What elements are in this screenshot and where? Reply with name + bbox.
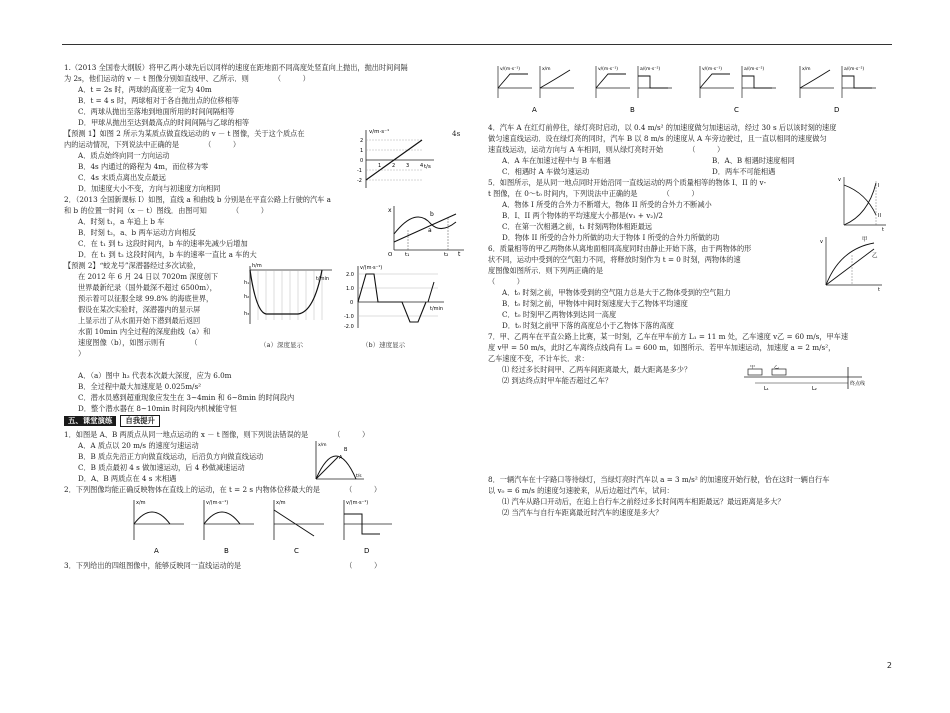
q1-option-c: C．两球从抛出至落地到地面所用的时间间隔相等 xyxy=(78,107,235,116)
question-1 xyxy=(64,62,464,128)
svg-text:h₁: h₁ xyxy=(244,280,250,286)
q2-option-c: C．在 t₁ 到 t₂ 这段时间内，b 车的速率先减少后增加 xyxy=(78,239,248,248)
q6-axis-t: t xyxy=(878,287,880,291)
pred1-tick-y-neg2: -2 xyxy=(357,178,362,184)
s2-b-label: B xyxy=(224,547,229,555)
q1-option-b: B．t = 4 s 时，两球相对于各自抛出点的位移相等 xyxy=(78,96,239,105)
q5-option-d: D．物体 II 所受的合外力所做的功大于物体 I 所受的合外力所做的功 xyxy=(502,233,720,242)
svg-text:1.0: 1.0 xyxy=(346,286,354,292)
q1-line-1: 1.（2013 全国卷大纲版）将甲乙两小球先后以同样的速度在距地面不同高度处竖直向上抛出，抛出时间间隔 xyxy=(64,63,408,72)
question-2 xyxy=(64,194,464,260)
pred2-a-ylabel: h/m xyxy=(252,263,262,269)
q8-sub-1: ⑴ 汽车从路口开动后，在追上自行车之前经过多长时间两车相距最远？最远距离是多大？ xyxy=(502,497,785,506)
pred1-line-1: 【预测 1】如图 2 所示为某质点做直线运动的 v － t 图像，关于这个质点在 xyxy=(64,129,305,138)
q4-options-row-2 xyxy=(488,166,888,177)
q5-line-2: t 图像，在 0～t₀ 时间内，下列说法中正确的是 （ ） xyxy=(488,189,699,198)
s2-graph-a xyxy=(134,500,184,555)
svg-text:2.0: 2.0 xyxy=(346,272,354,278)
pred1-option-c: C．4s 末质点离出发点最远 xyxy=(78,173,166,182)
svg-text:h₃: h₃ xyxy=(244,311,250,317)
pred2-line-9: ） xyxy=(78,349,86,358)
top-graph-b xyxy=(596,66,672,114)
pred2-line-1: 【预测 2】“蛟龙号”深潜器经过多次试验， xyxy=(64,261,201,270)
q5-line-1: 5．如图所示，是从同一地点同时开始沿同一直线运动的两个质量相等的物体 I、II 的 v- xyxy=(488,178,766,187)
s1-option-b: B．B 质点先沿正方向做直线运动，后沿负方向做直线运动 xyxy=(78,452,264,461)
q7-label-finish: 终点线 xyxy=(850,381,866,387)
top-graph-a xyxy=(498,66,574,114)
q6-line-1: 6．质量相等的甲乙两物体从离地面相同高度同时由静止开始下落，由于两物体的形 xyxy=(488,244,752,253)
q7-label-l1: L₁ xyxy=(764,386,769,392)
s1-option-c: C．B 质点最初 4 s 做加速运动，后 4 秒做减速运动 xyxy=(78,463,245,472)
question-4 xyxy=(488,122,888,177)
q4-option-c: C．相遇时 A 车做匀速运动 xyxy=(502,167,590,176)
pred2-b-ylabel: v/(m·s⁻¹) xyxy=(360,265,383,271)
q2-line-2: 和 b 的位置一时间（x － t）图线．由图可知 （ ） xyxy=(64,206,268,215)
section-title: 五、课堂演练 xyxy=(64,416,116,426)
s2-a-ylabel: x/m xyxy=(136,500,146,506)
q7-sub-1: ⑴ 经过多长时间甲、乙两车间距离最大，最大距离是多少？ xyxy=(502,365,692,374)
s2-d-ylabel: v/(m·s⁻¹) xyxy=(346,500,369,506)
svg-text:h₂: h₂ xyxy=(244,294,250,300)
q5-vt-graph xyxy=(838,175,888,233)
q6-option-b: B．t₀ 时刻之前，甲物体中间时刻速度大于乙物体平均速度 xyxy=(502,299,688,308)
q6-option-a: A．t₀ 时刻之前，甲物体受到的空气阻力总是大于乙物体受到的空气阻力 xyxy=(502,288,731,297)
q4-line-3: 速直线运动，运动方向与 A 车相同，则从绿灯亮时开始 （ ） xyxy=(488,145,725,154)
pred1-tick-y-2: 2 xyxy=(360,138,364,144)
pred2-line-2: 在 2012 年 6 月 24 日以 7020m 深度创下 xyxy=(78,272,219,281)
s2-line-1: 2．下列图像均能正确反映物体在直线上的运动，在 t = 2 s 内物体位移最大的是 （ ） xyxy=(64,485,382,494)
pred2-option-c: C．潜水员感到超重现象应发生在 3~4min 和 6~8min 的时间段内 xyxy=(78,393,295,402)
s1-label-a: A xyxy=(339,455,343,461)
pred1-xlabel: t/s xyxy=(424,164,431,170)
q6-option-c: C．t₀ 时刻甲乙两物体到达同一高度 xyxy=(502,310,617,319)
s1-label-b: B xyxy=(344,447,348,453)
pred1-ylabel: v/m·s⁻¹ xyxy=(369,129,390,135)
pred1-tick-x-3: 3 xyxy=(406,163,410,169)
q2-line-1: 2．（2013 全国新课标 I）如图，直线 a 和曲线 b 分别是在平直公路上行驶的汽车 a xyxy=(64,195,331,204)
pred2-line-7: 水面 10min 内全过程的深度曲线（a）和 xyxy=(78,327,211,336)
q5-option-a: A．物体 I 所受的合外力不断增大，物体 II 所受的合外力不断减小 xyxy=(502,200,712,209)
q1-option-d: D．甲球从抛出至达到最高点的时间间隔与乙球的相等 xyxy=(78,118,250,127)
pred2-b-xlabel: t/min xyxy=(430,306,444,312)
top-c-label: C xyxy=(734,106,739,114)
s1-option-a: A．A 质点以 20 m/s 的速度匀速运动 xyxy=(78,441,199,450)
q2-label-b: b xyxy=(430,211,434,218)
q6-line-2: 状不同，运动中受到的空气阻力不同，将释放时刻作为 t = 0 时刻，两物体的速 xyxy=(488,255,741,264)
q2-t2: t₂ xyxy=(444,252,449,256)
s2-a-label: A xyxy=(154,547,159,555)
pred2-caption-a: （a）深度显示 xyxy=(260,341,303,349)
top-graph-set xyxy=(488,62,888,122)
q2-option-d: D．在 t₁ 到 t₂ 这段时间内，b 车的速率一直比 a 车的大 xyxy=(78,250,257,259)
pred1-tick-x-4: 4 xyxy=(420,163,424,169)
top-c-y3: a/(m·s⁻²) xyxy=(744,67,765,72)
q2-axis-t: t xyxy=(458,251,461,256)
q6-vt-graph xyxy=(818,235,886,291)
s2-graph-b xyxy=(204,500,254,555)
q4-options-row-1 xyxy=(488,155,888,166)
pred1-tick-x-1: 1 xyxy=(378,163,382,169)
exercise-2 xyxy=(64,484,464,558)
svg-text:-2.0: -2.0 xyxy=(344,324,354,330)
pred2-option-a: A．（a）图中 h₃ 代表本次最大深度，应为 6.0m xyxy=(78,371,232,380)
s2-c-label: C xyxy=(294,547,299,555)
q6-line-3: 度图像如图所示．则下列两正确的是 xyxy=(488,266,604,275)
top-a-y2: x/m xyxy=(542,67,551,72)
q8-sub-2: ⑵ 当汽车与自行车距离最近时汽车的速度是多大？ xyxy=(502,508,663,517)
exercise-3 xyxy=(64,560,464,571)
pred1-tick-y-1: 1 xyxy=(360,148,364,154)
pred1-tick-y-0: 0 xyxy=(360,158,364,164)
question-5 xyxy=(488,177,888,243)
q4-line-1: 4．汽车 A 在红灯前停住，绿灯亮时启动，以 0.4 m/s² 的加速度做匀加速运动，经过 30 s 后以该时刻的速度 xyxy=(488,123,837,132)
pred1-line-2: 内的运动情况，下列说法中正确的是 （ ） xyxy=(64,140,241,149)
pred1-tick-x-2: 2 xyxy=(392,163,396,169)
q1-option-a: A．t = 2s 时，两球的高度差一定为 40m xyxy=(78,85,212,94)
pred1-tail: 4s xyxy=(452,129,461,138)
s2-graph-c xyxy=(274,500,324,555)
s1-xt-graph xyxy=(308,439,368,483)
q5-axis-v: v xyxy=(838,177,841,183)
section-heading xyxy=(64,415,464,427)
q2-axis-x: x xyxy=(388,207,392,214)
s1-xlabel: t/s xyxy=(356,474,362,479)
q2-origin: O xyxy=(388,252,393,256)
exercise-1 xyxy=(64,429,464,484)
top-a-label: A xyxy=(532,106,537,114)
right-column xyxy=(488,62,888,518)
svg-text:-1.0: -1.0 xyxy=(344,314,354,320)
question-8 xyxy=(488,474,888,518)
q2-xt-graph xyxy=(386,204,466,256)
top-a-y1: v/(m·s⁻¹) xyxy=(500,67,521,72)
pred2-velocity-graph xyxy=(344,262,448,336)
q8-line-2: 以 v₀ = 6 m/s 的速度匀速驶来，从后边超过汽车，试问： xyxy=(488,486,674,495)
q2-option-b: B．时刻 t₂，a、b 两车运动方向相反 xyxy=(78,228,196,237)
pred1-option-d: D．加速度大小不变，方向与初速度方向相同 xyxy=(78,184,221,193)
top-b-y1: v/(m·s⁻¹) xyxy=(598,67,619,72)
q4-option-d: D．两车不可能相遇 xyxy=(712,167,776,176)
q5-option-b: B．I、II 两个物体的平均速度大小都是(v₁ + v₂)/2 xyxy=(502,211,663,220)
pred2-line-5: 假设在某次实验时，深潜器内的显示屏 xyxy=(78,305,201,314)
s2-graph-d xyxy=(344,500,392,555)
top-c-y1: v/(m·s⁻¹) xyxy=(702,67,723,72)
section-subtitle: 自我提升 xyxy=(120,415,160,427)
pred2-option-d: D．整个潜水器在 8~10min 时间段内机械能守恒 xyxy=(78,404,237,413)
pred2-a-xlabel: t/min xyxy=(316,276,330,282)
page-number: 2 xyxy=(886,661,892,670)
s2-d-label: D xyxy=(364,547,370,555)
s2-graphs xyxy=(124,496,394,556)
q6-line-4: （ ） xyxy=(488,277,524,286)
pred2-caption-b: （b）速度显示 xyxy=(362,341,406,349)
pred1-tick-y-neg1: -1 xyxy=(357,168,362,174)
pred1-option-b: B．4s 内通过的路程为 4m，而位移为零 xyxy=(78,162,209,171)
q7-track-diagram xyxy=(742,365,882,395)
q4-option-b: B．A、B 相遇时速度相同 xyxy=(712,156,795,165)
q7-line-1: 7．甲、乙两车在平直公路上比赛，某一时刻，乙车在甲车前方 L₁ = 11 m 处，乙车速度 v乙 = 60 m/s，甲车速 xyxy=(488,332,849,341)
q5-label-ii: II xyxy=(878,213,881,219)
q1-line-2: 为 2s，他们运动的 v － t 图像分别如直线甲、乙所示．则 （ ） xyxy=(64,74,310,83)
q7-sub-2: ⑵ 到达终点时甲车能否超过乙车？ xyxy=(502,376,613,385)
prediction-2 xyxy=(64,260,464,370)
q4-option-a: A．A 车在加速过程中与 B 车相遇 xyxy=(502,156,611,165)
s1-ylabel: x/m xyxy=(318,443,327,448)
q6-label-jia: 甲 xyxy=(862,237,868,243)
s2-b-ylabel: v/(m·s⁻¹) xyxy=(206,500,229,506)
top-graph-c xyxy=(700,66,776,114)
q8-line-1: 8．一辆汽车在十字路口等待绿灯，当绿灯亮时汽车以 a = 3 m/s² 的加速度开始行驶，恰在这时一辆自行车 xyxy=(488,475,830,484)
s2-c-ylabel: x/m xyxy=(276,500,286,506)
q7-label-l2: L₂ xyxy=(812,386,817,392)
header-rule xyxy=(62,44,892,45)
q7-label-yi: 乙 xyxy=(774,365,780,370)
q7-line-2: 度 v甲 = 50 m/s，此时乙车离终点线尚有 L₂ = 600 m，如图所示．若甲车加速运动，加速度 a = 2 m/s²， xyxy=(488,343,836,352)
q2-label-a: a xyxy=(428,227,432,234)
pred2-depth-graph xyxy=(240,262,336,336)
q5-axis-t: t xyxy=(882,227,884,233)
q2-option-a: A．时刻 t₁，a 车追上 b 车 xyxy=(78,217,165,226)
q4-line-2: 做匀速直线运动．设在绿灯亮的同时，汽车 B 以 8 m/s 的速度从 A 车旁边驶过，且一直以相同的速度做匀 xyxy=(488,134,827,143)
top-d-y2: x/m xyxy=(802,67,811,72)
q5-option-c: C．在第一次相遇之前，t₁ 时刻两物体相距最远 xyxy=(502,222,653,231)
s1-option-d: D．A、B 两质点在 4 s 末相遇 xyxy=(78,474,177,483)
s3-line-1: 3．下列给出的四组图像中，能够反映同一直线运动的是 （ ） xyxy=(64,561,382,570)
pred2-line-6: 上显示出了从水面开始下潜到最后返回 xyxy=(78,316,201,325)
q6-axis-v: v xyxy=(820,239,823,245)
top-d-label: D xyxy=(834,106,840,114)
question-7 xyxy=(488,331,888,392)
q6-label-yi: 乙 xyxy=(872,253,878,259)
left-column xyxy=(64,62,464,571)
q7-line-3: 乙车速度不变，不计车长．求： xyxy=(488,354,589,363)
pred2-options xyxy=(64,370,464,414)
pred2-option-b: B．全过程中最大加速度是 0.025m/s² xyxy=(78,382,202,391)
pred1-vt-graph xyxy=(356,126,438,192)
top-graph-d xyxy=(800,66,876,114)
top-b-y3: a/(m·s⁻²) xyxy=(640,67,661,72)
q2-t1: t₁ xyxy=(405,252,410,256)
q6-option-d: D．t₀ 时刻之前甲下落的高度总小于乙物体下落的高度 xyxy=(502,321,674,330)
s1-line-1: 1．如图是 A、B 两质点从同一地点运动的 x － t 图像，则下列说法错误的是 （ ） xyxy=(64,430,370,439)
top-d-y3: a/(m·s⁻²) xyxy=(844,67,865,72)
pred2-line-4: 预示着可以征服全球 99.8% 的海底世界， xyxy=(78,294,214,303)
q7-label-jia: 甲 xyxy=(750,365,756,370)
svg-text:0: 0 xyxy=(350,300,354,306)
pred2-line-8: 速度图像（b），如图示则有 （ xyxy=(78,338,198,347)
top-b-label: B xyxy=(630,106,635,114)
prediction-1 xyxy=(64,128,464,194)
pred1-option-a: A．质点始终向同一方向运动 xyxy=(78,151,170,160)
pred2-line-3: 世界最新纪录（国外最深不超过 6500m）， xyxy=(78,283,217,292)
q5-label-i: I xyxy=(878,183,880,189)
